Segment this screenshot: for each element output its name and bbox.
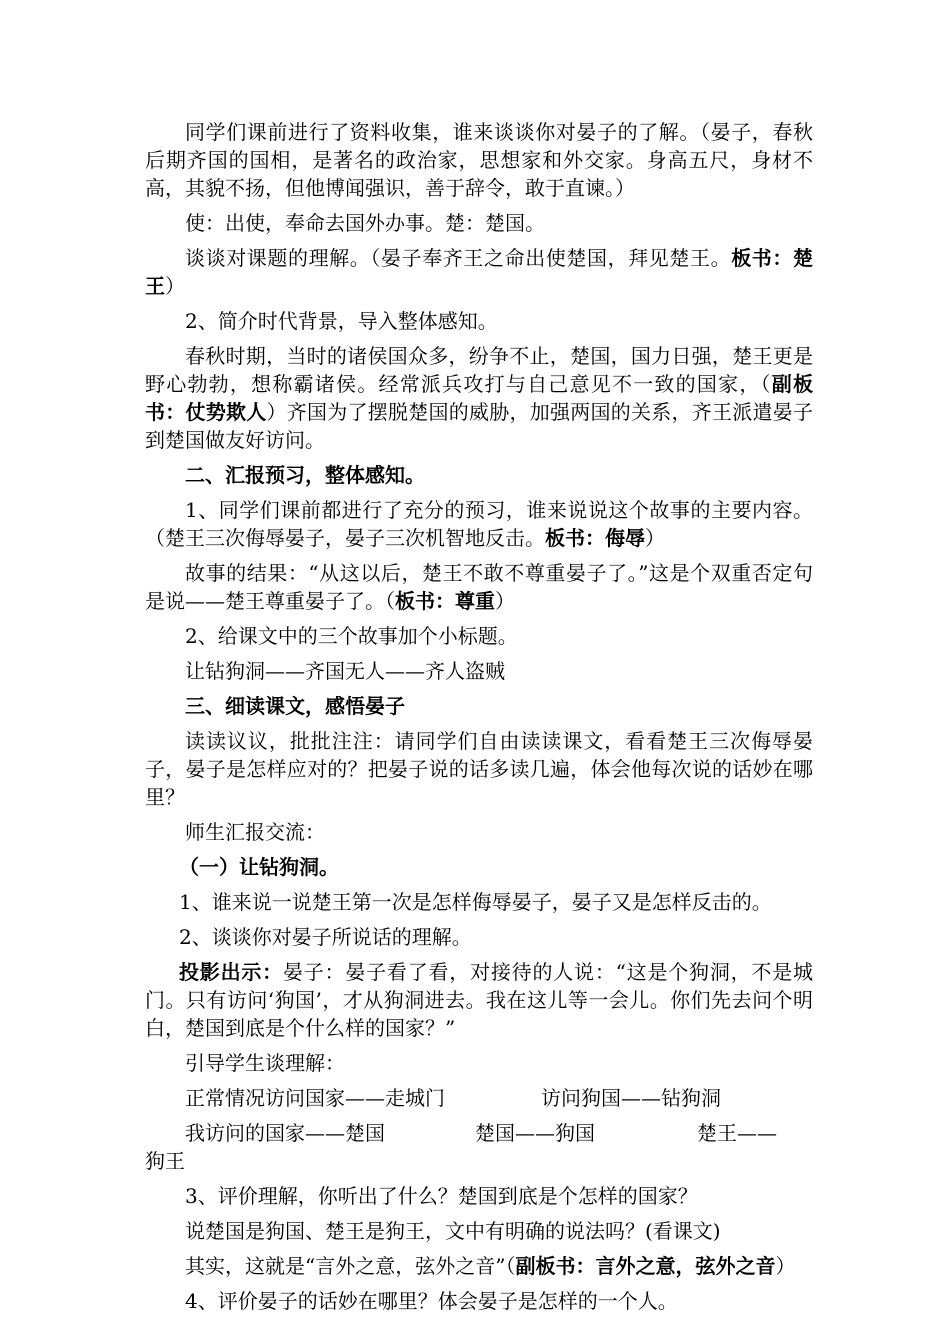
paragraph-intro-research: 同学们课前进行了资料收集，谁来谈谈你对晏子的了解。（晏子，春秋后期齐国的国相，是著名的政治家，思想家和外交家。身高五尺，身材不高，其貌不扬，但他博闻强识，善于辞令，敢于直谏。） [145,120,813,200]
comparison-text: 楚国——狗国 [475,1121,595,1145]
paragraph-subtitles: 让钻狗洞——齐国无人——齐人盗贼 [185,659,505,683]
text: ） [645,526,665,550]
section-heading-3: 三、细读课文，感悟晏子 [185,694,405,718]
text: 谈谈对课题的理解。（晏子奉齐王之命出使楚国，拜见楚王。 [185,246,732,270]
text: 1、同学们课前都进行了充分的预习，谁来说说这个故事的主要内容。（楚王三次侮辱晏子，晏子三次机智地反击。 [145,498,813,550]
board-note: 板书：侮辱 [545,526,645,550]
paragraph-report: 师生汇报交流： [185,820,325,844]
paragraph-background [145,342,813,454]
comparison-row-1 [145,1084,813,1112]
text: 故事的结果：“从这以后，楚王不敢不尊重晏子了。”这是个双重否定句是说——楚王尊重晏子了。（ [145,561,813,613]
comparison-text: 访问狗国——钻狗洞 [541,1086,721,1110]
paragraph-title-understanding [145,244,813,300]
paragraph-question-1: 1、谁来说一说楚王第一次是怎样侮辱晏子，晏子又是怎样反击的。 [179,890,772,914]
sub-board-note: 副板书：仗势欺人 [145,372,814,424]
text: ）齐国为了摆脱楚国的威胁，加强两国的关系，齐王派遣晏子到楚国做友好访问。 [145,400,813,452]
section-heading-2: 二、汇报预习，整体感知。 [185,463,425,487]
paragraph-question-4: 4、评价晏子的话妙在哪里？体会晏子是怎样的一个人。 [185,1289,678,1313]
text: ） [775,1254,796,1278]
comparison-wrap: 狗王 [145,1149,185,1173]
comparison-text: 正常情况访问国家——走城门 [185,1086,445,1110]
text: 晏子：晏子看了看，对接待的人说：“这是个狗洞，不是城门。只有访问‘狗国’，才从狗洞进去。我在这儿等一会儿。你们先去问个明白，楚国到底是个什么样的国家？” [145,960,813,1040]
subsection-heading-1: （一）让钻狗洞。 [179,855,339,879]
paragraph-reading-task: 读读议议，批批注注：请同学们自由读读课文，看看楚王三次侮辱晏子，晏子是怎样应对的？把晏子说的话多读几遍，体会他每次说的话妙在哪里？ [145,729,813,809]
paragraph-question-3: 3、评价理解，你听出了什么？楚国到底是个怎样的国家？ [185,1184,698,1208]
text: ） [165,274,185,298]
projection-label: 投影出示： [179,960,283,984]
board-note: 板书：尊重 [395,589,495,613]
paragraph-projection [145,958,813,1042]
document-page [145,118,813,1322]
paragraph-result [145,559,813,615]
text: 其实，这就是“言外之意，弦外之音”（ [185,1254,516,1278]
paragraph-text-check: 说楚国是狗国、楚王是狗王，文中有明确的说法吗？(看课文) [185,1219,721,1243]
sub-board-note: 副板书：言外之意，弦外之音 [515,1254,776,1278]
comparison-text: 楚王—— [697,1121,777,1145]
paragraph-background-step: 2、简介时代背景，导入整体感知。 [185,309,498,333]
comparison-text: 我访问的国家——楚国 [185,1121,385,1145]
paragraph-question-2: 2、谈谈你对晏子所说话的理解。 [179,925,472,949]
comparison-row-2 [145,1119,813,1147]
paragraph-word-meaning: 使：出使，奉命去国外办事。楚：楚国。 [185,211,545,235]
paragraph-subtitles-task: 2、给课文中的三个故事加个小标题。 [185,624,518,648]
text: 春秋时期，当时的诸侯国众多，纷争不止，楚国，国力日强，楚王更是野心勃勃，想称霸诸侯。经常派兵攻打与自己意见不一致的国家，（ [145,344,813,396]
board-note: 板书：楚王 [145,246,814,298]
paragraph-summary [145,496,813,552]
paragraph-guide: 引导学生谈理解： [185,1051,345,1075]
text: ） [495,589,515,613]
paragraph-implied-meaning [145,1252,813,1280]
